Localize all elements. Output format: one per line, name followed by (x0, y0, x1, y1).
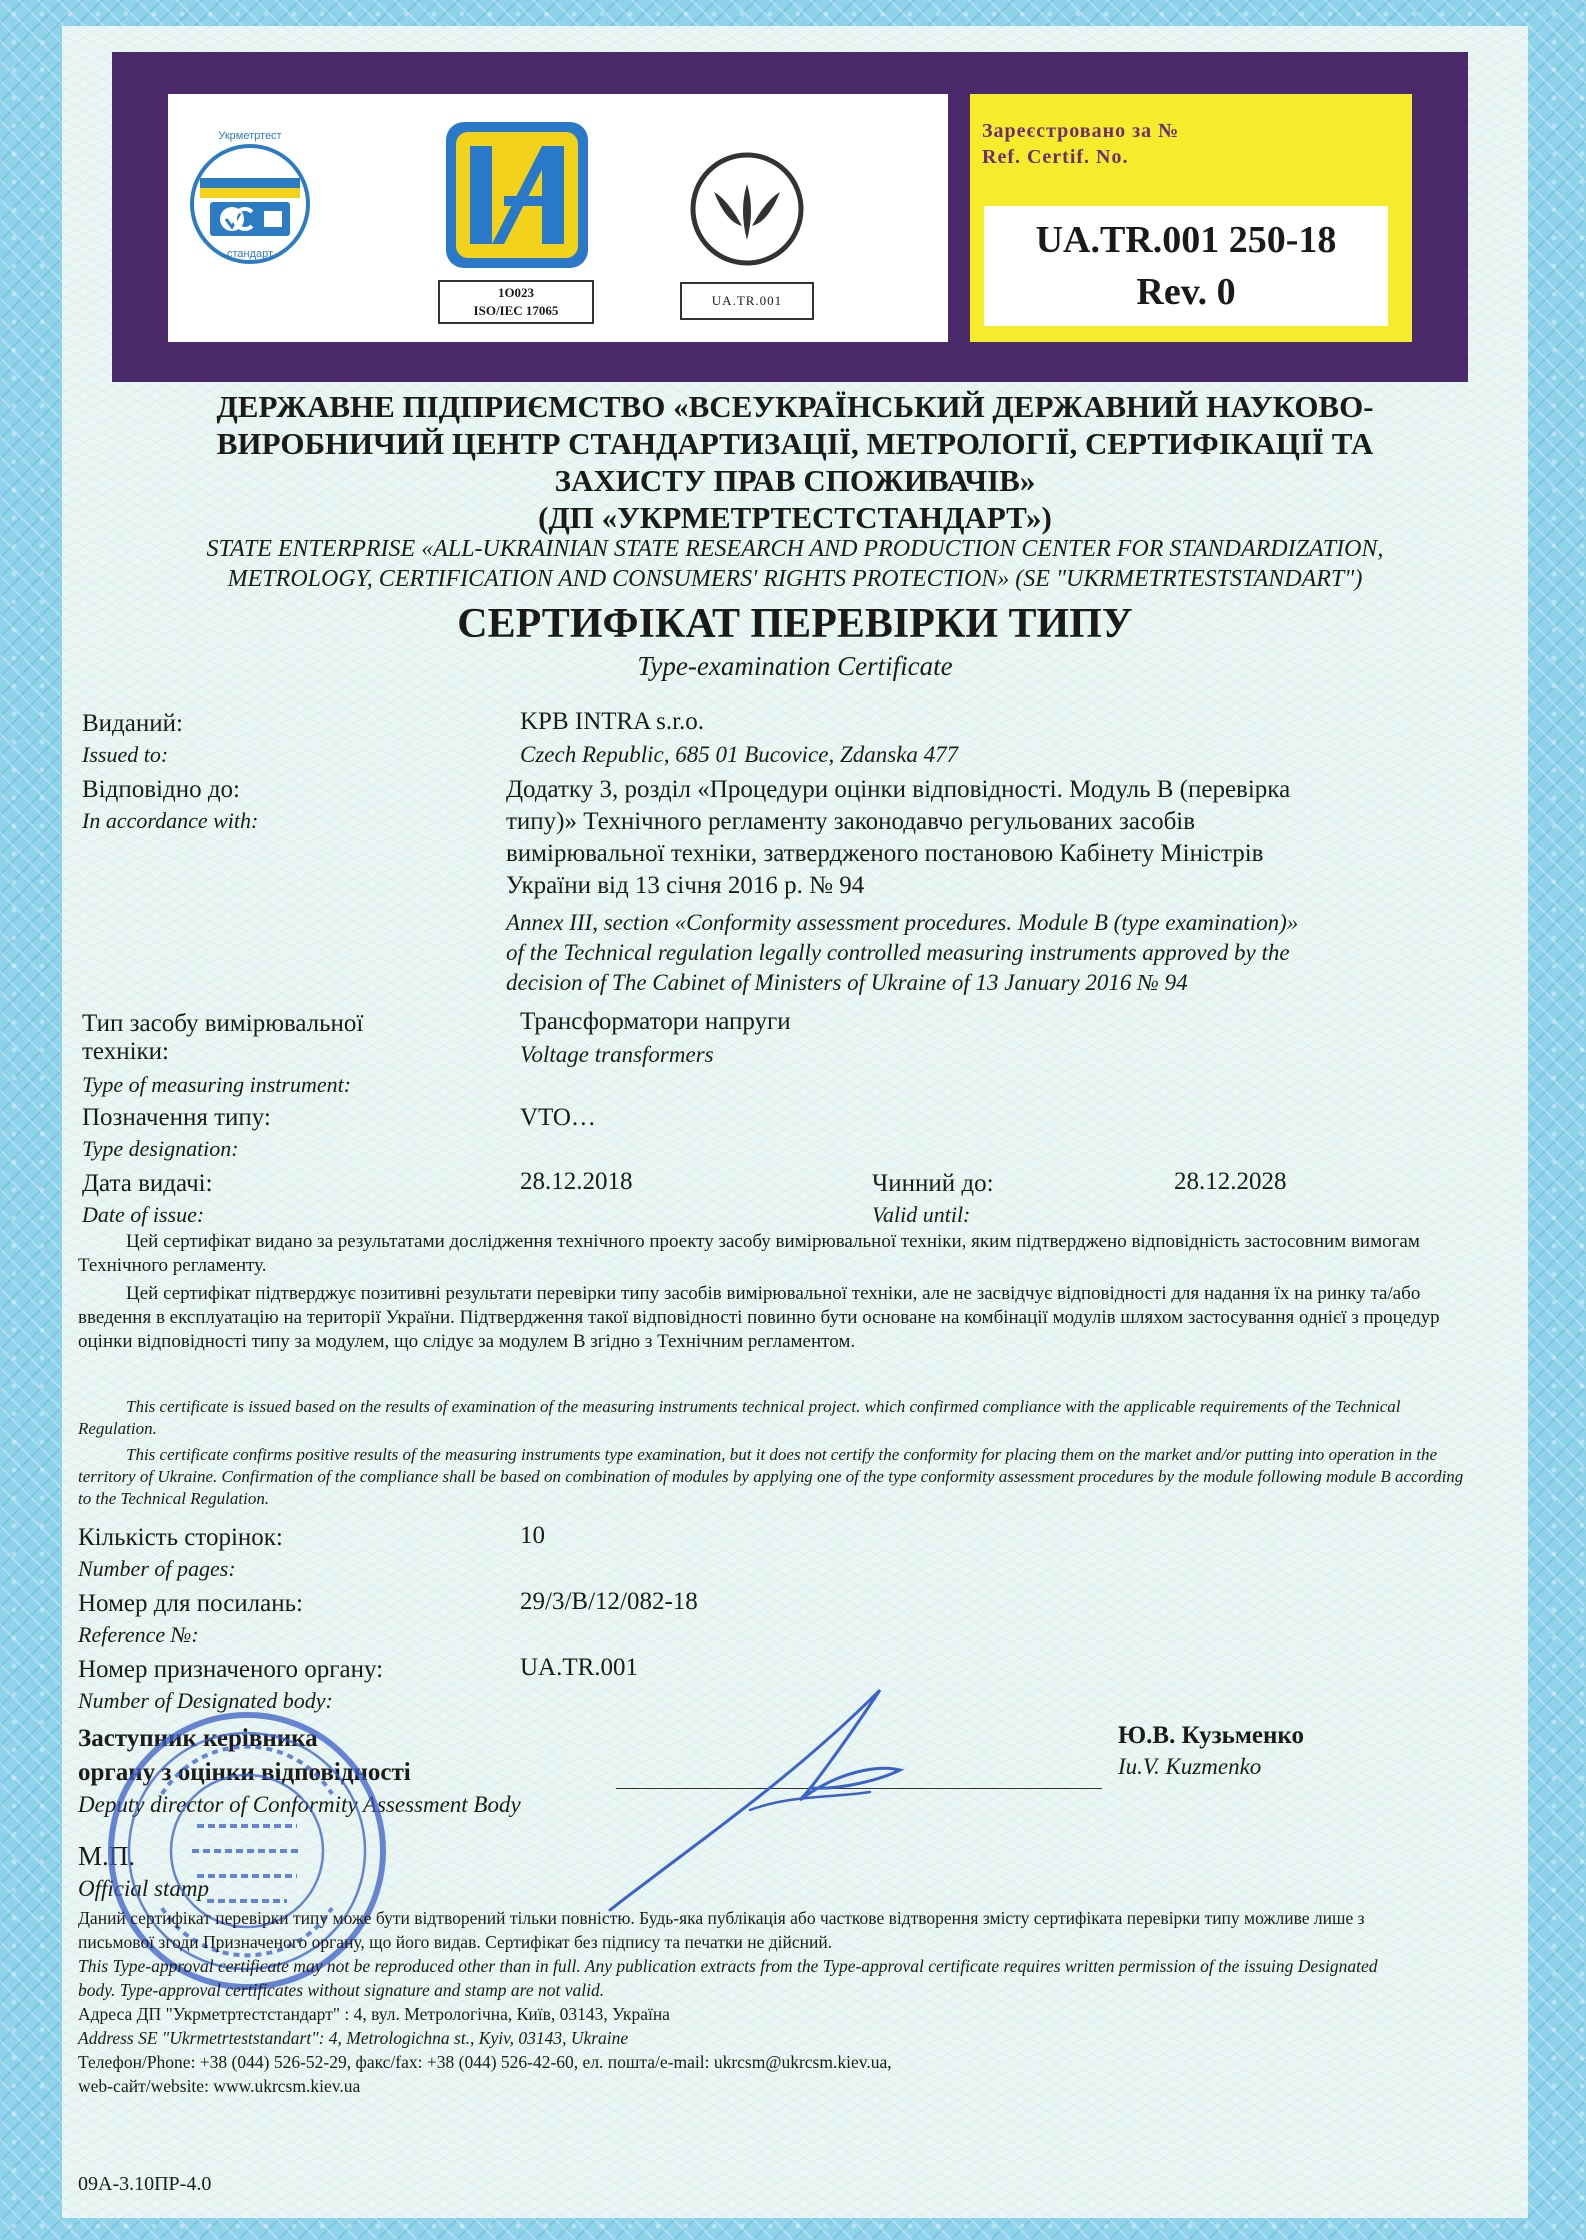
paragraph-2-uk: Цей сертифікат підтверджує позитивні результати перевірки типу засобів вимірювальної техніки, але не засвідчує відповідності для надання їх на ринку та/або введення в експлуатацію на території України. Підтвердження такої відповідності повинно бути основане на комбінації модулів шляхом застосування однієї з процедур оцінки відповідності типу за модулем, що слідує за модулем В згідно з Технічним регламентом. (78, 1283, 1440, 1352)
valid-label-uk: Чинний до: (872, 1170, 994, 1197)
certificate-number-box (984, 206, 1388, 326)
signer-role-en: Deputy director of Conformity Assessment Body (78, 1792, 521, 1817)
type-value-en: Voltage transformers (520, 1042, 714, 1067)
reproduction-notice-en: This Type-approval certificate may not be reproduced other than in full. Any publication extracts from the Type-approval certificate requires written permission of the issuing Designated body. Type-approval certificates without signature and stamp are not valid. (78, 1956, 1378, 2000)
contact-website: web-сайт/website: www.ukrcsm.kiev.ua (78, 2076, 361, 2096)
body-label-en: Number of Designated body: (78, 1688, 333, 1713)
accordance-text-en (506, 908, 1486, 998)
certificate-number: UA.TR.001 250-18 (1035, 219, 1337, 261)
signer-name-en: Iu.V. Kuzmenko (1118, 1754, 1262, 1779)
registration-box (970, 94, 1412, 342)
issue-date-label-uk: Дата видачі: (82, 1170, 213, 1197)
accordance-uk-line-3: вимірювальної техніки, затвердженого постановою Кабінету Міністрів (506, 840, 1264, 867)
signer-role-uk-line-1: Заступник керівника (78, 1725, 318, 1752)
issued-label-uk: Виданий: (82, 710, 183, 737)
accreditation-caption (438, 280, 594, 324)
accordance-label-en: In accordance with: (82, 808, 259, 833)
organization-name-uk (100, 388, 1490, 536)
address-en: Address SE "Ukrmetrteststandart": 4, Metrologichna st., Kyiv, 03143, Ukraine (78, 2028, 629, 2048)
org-en-line-2: METROLOGY, CERTIFICATION AND CONSUMERS' RIGHTS PROTECTION» (SE "UKRMETRTESTSTANDART") (227, 566, 1363, 592)
contact-phones: Телефон/Phone: +38 (044) 526-52-29, факс/fax: +38 (044) 526-42-60, ел. пошта/e-mail: ukrcsm@ukrcsm.kiev.ua, (78, 2052, 892, 2072)
designation-label-uk: Позначення типу: (82, 1104, 271, 1131)
paragraph-1-en: This certificate is issued based on the results of examination of the measuring instruments technical project. which confirmed compliance with the applicable requirements of the Technical Regulation. (78, 1397, 1401, 1438)
national-conformity-mark-icon (688, 150, 806, 268)
issued-label-en: Issued to: (82, 742, 169, 767)
pages-label-en: Number of pages: (78, 1556, 236, 1581)
pages-label-uk: Кількість сторінок: (78, 1524, 283, 1551)
issue-date-label-en: Date of issue: (82, 1202, 205, 1227)
registration-label-uk: Зареєстровано за № (982, 120, 1180, 142)
reproduction-notice-uk: Даний сертифікат перевірки типу може бути відтворений тільки повністю. Будь-яка публікація або часткове відтворення змісту сертифіката перевірки типу можливе лише з письмової згоди Призначеного органу, що його видав. Сертифікат без підпису та печатки не дійсний. (78, 1908, 1365, 1952)
conformity-mark-caption: UA.TR.001 (680, 282, 814, 320)
accreditation-logo-icon (444, 120, 590, 270)
certificate-subtitle: Type-examination Certificate (637, 651, 953, 681)
registration-label (982, 118, 1179, 170)
designation-value: VTO… (520, 1104, 596, 1131)
valid-label-en: Valid until: (872, 1202, 971, 1227)
type-value-uk: Трансформатори напруги (520, 1008, 791, 1035)
accordance-en-line-3: decision of The Cabinet of Ministers of Ukraine of 13 January 2016 № 94 (506, 970, 1188, 995)
logo1-top-text: Укрметртест (218, 130, 282, 142)
paragraph-2-en: This certificate confirms positive results of the measuring instruments type examination, but it does not certify the conformity for placing them on the market and/or putting into operation in the territory of Ukraine. Confirmation of the compliance shall be based on combination of modules by applying one of the type conformity assessment procedures by the module following module B according to the Technical Regulation. (78, 1445, 1464, 1508)
handwritten-signature-icon (580, 1660, 1020, 1920)
paragraph-1-uk: Цей сертифікат видано за результатами дослідження технічного проекту засобу вимірювальної техніки, яким підтверджено відповідність застосовним вимогам Технічного регламенту. (78, 1231, 1420, 1276)
accreditation-standard: ISO/IEC 17065 (473, 303, 559, 318)
signer-role-uk-line-2: органу з оцінки відповідності (78, 1759, 411, 1786)
stamp-label-uk: М.П. (78, 1841, 136, 1871)
organization-name-en (100, 534, 1490, 594)
stamp-label-en: Official stamp (78, 1876, 209, 1901)
org-line-2: ВИРОБНИЧИЙ ЦЕНТР СТАНДАРТИЗАЦІЇ, МЕТРОЛОГІЇ, СЕРТИФІКАЦІЇ ТА (216, 426, 1374, 461)
pages-value: 10 (520, 1522, 545, 1549)
designation-label-en: Type designation: (82, 1136, 239, 1161)
issued-address: Czech Republic, 685 01 Bucovice, Zdanska 477 (520, 742, 959, 767)
accordance-uk-line-2: типу)» Технічного регламенту законодавчо регульованих засобів (506, 808, 1196, 835)
org-en-line-1: STATE ENTERPRISE «ALL-UKRAINIAN STATE RESEARCH AND PRODUCTION CENTER FOR STANDARDIZATION, (206, 536, 1384, 562)
issued-value: KPB INTRA s.r.o. (520, 708, 705, 735)
valid-date-value: 28.12.2028 (1174, 1168, 1287, 1195)
type-label-uk-line-1: Тип засобу вимірювальної (82, 1010, 364, 1037)
address-uk: Адреса ДП "Укрметртестстандарт" : 4, вул. Метрологічна, Київ, 03143, Україна (78, 2004, 670, 2024)
accordance-en-line-1: Annex III, section «Conformity assessment procedures. Module B (type examination)» (506, 910, 1299, 935)
logo1-bottom-text: стандарт (226, 248, 274, 260)
logo-panel (168, 94, 948, 342)
reference-label-en: Reference №: (78, 1622, 199, 1647)
issue-date-value: 28.12.2018 (520, 1168, 633, 1195)
accordance-uk-line-4: України від 13 січня 2016 р. № 94 (506, 872, 865, 899)
accordance-en-line-2: of the Technical regulation legally controlled measuring instruments approved by the (506, 940, 1290, 965)
accreditation-number: 1О023 (497, 285, 535, 300)
signer-name-uk: Ю.В. Кузьменко (1118, 1722, 1304, 1749)
org-line-3: ЗАХИСТУ ПРАВ СПОЖИВАЧІВ» (554, 463, 1036, 498)
reference-label-uk: Номер для посилань: (78, 1590, 303, 1617)
certificate-title: СЕРТИФІКАТ ПЕРЕВІРКИ ТИПУ (457, 601, 1133, 647)
form-code: 09А-3.10ПР-4.0 (78, 2173, 212, 2195)
type-label-uk (82, 1010, 363, 1066)
org-line-1: ДЕРЖАВНЕ ПІДПРИЄМСТВО «ВСЕУКРАЇНСЬКИЙ ДЕРЖАВНИЙ НАУКОВО- (216, 389, 1374, 424)
accordance-uk-line-1: Додатку 3, розділ «Процедури оцінки відповідності. Модуль В (перевірка (506, 776, 1291, 803)
org-line-4: (ДП «УКРМЕТРТЕСТСТАНДАРТ») (538, 500, 1052, 535)
accordance-label-uk: Відповідно до: (82, 776, 240, 803)
type-label-uk-line-2: техніки: (82, 1038, 169, 1065)
registration-label-en: Ref. Certif. No. (982, 146, 1129, 168)
reference-value: 29/3/B/12/082-18 (520, 1588, 698, 1615)
type-label-en: Type of measuring instrument: (82, 1072, 352, 1097)
body-value: UA.TR.001 (520, 1654, 639, 1681)
accordance-text-uk (506, 774, 1466, 902)
body-label-uk: Номер призначеного органу: (78, 1656, 384, 1683)
certificate-revision: Rev. 0 (1136, 271, 1236, 313)
header-band (112, 52, 1468, 382)
